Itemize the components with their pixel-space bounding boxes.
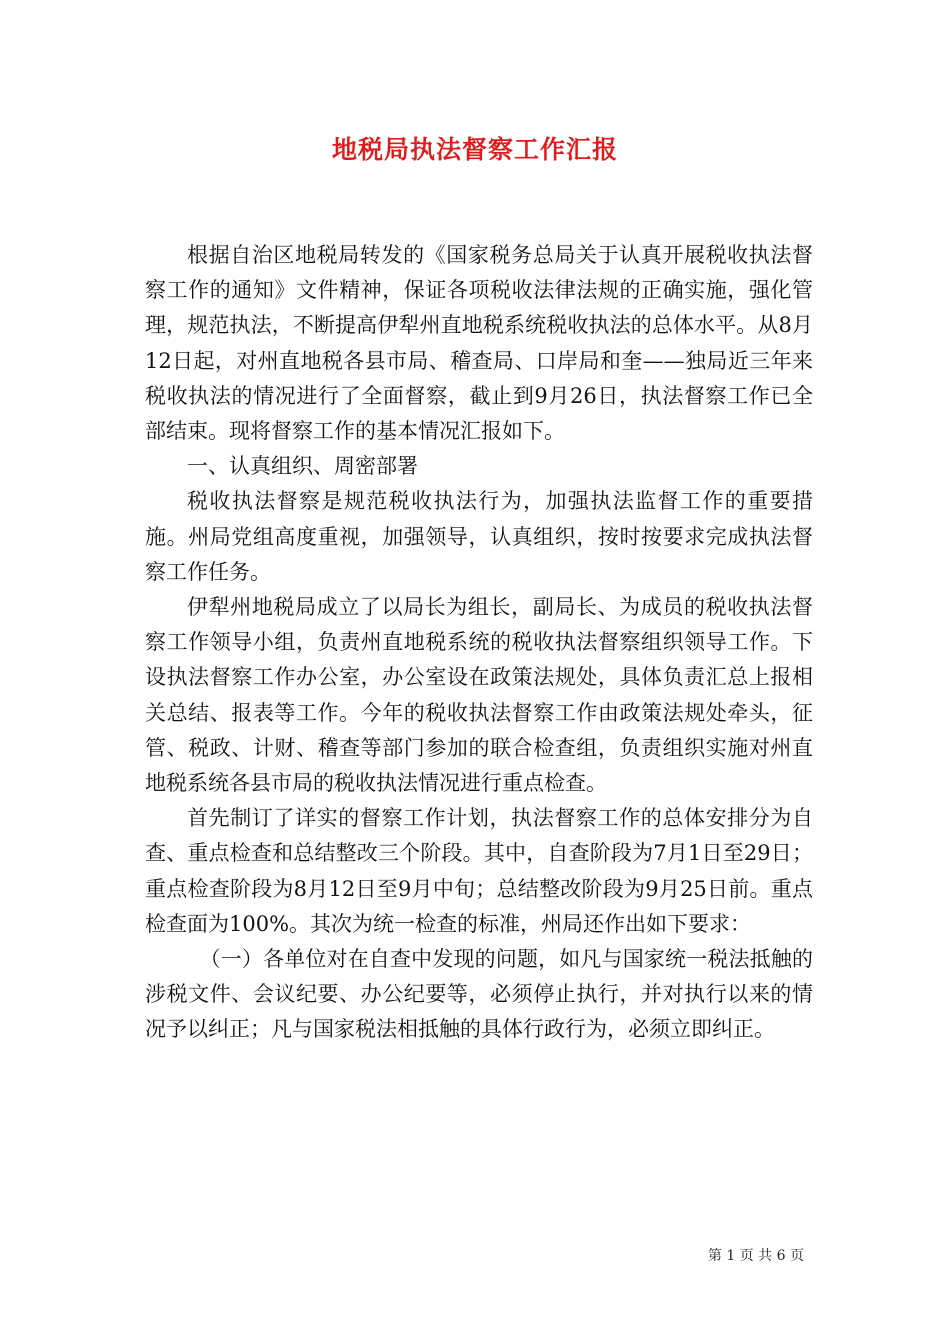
document-body [145, 238, 813, 1048]
paragraph-requirement-1: （一）各单位对在自查中发现的问题，如凡与国家统一税法抵触的涉税文件、会议纪要、办公纪要等，必须停止执行，并对执行以来的情况予以纠正；凡与国家税法相抵触的具体行政行为，必须立即纠正。 [145, 947, 813, 1042]
section-heading-1: 一、认真组织、周密部署 [187, 454, 418, 479]
paragraph-intro: 根据自治区地税局转发的《国家税务总局关于认真开展税收执法督察工作的通知》文件精神，保证各项税收法律法规的正确实施，强化管理，规范执法，不断提高伊犁州直地税系统税收执法的总体水平。从8月12日起，对州直地税各县市局、稽查局、口岸局和奎——独局近三年来税收执法的情况进行了全面督察，截止到9月26日，执法督察工作已全部结束。现将督察工作的基本情况汇报如下。 [145, 243, 813, 444]
paragraph-leadership-group: 伊犁州地税局成立了以局长为组长，副局长、为成员的税收执法督察工作领导小组，负责州直地税系统的税收执法督察组织领导工作。下设执法督察工作办公室，办公室设在政策法规处，具体负责汇总上报相关总结、报表等工作。今年的税收执法督察工作由政策法规处牵头，征管、税政、计财、稽查等部门参加的联合检查组，负责组织实施对州直地税系统各县市局的税收执法情况进行重点检查。 [145, 595, 813, 796]
paragraph-work-plan: 首先制订了详实的督察工作计划，执法督察工作的总体安排分为自查、重点检查和总结整改三个阶段。其中，自查阶段为7月1日至29日；重点检查阶段为8月12日至9月中旬；总结整改阶段为9月25日前。重点检查面为100%。其次为统一检查的标准，州局还作出如下要求： [145, 806, 813, 936]
document-title: 地税局执法督察工作汇报 [331, 135, 618, 164]
paragraph-measures: 税收执法督察是规范税收执法行为，加强执法监督工作的重要措施。州局党组高度重视，加强领导，认真组织，按时按要求完成执法督察工作任务。 [145, 489, 813, 584]
page-number: 第 1 页 共 6 页 [707, 1248, 804, 1264]
